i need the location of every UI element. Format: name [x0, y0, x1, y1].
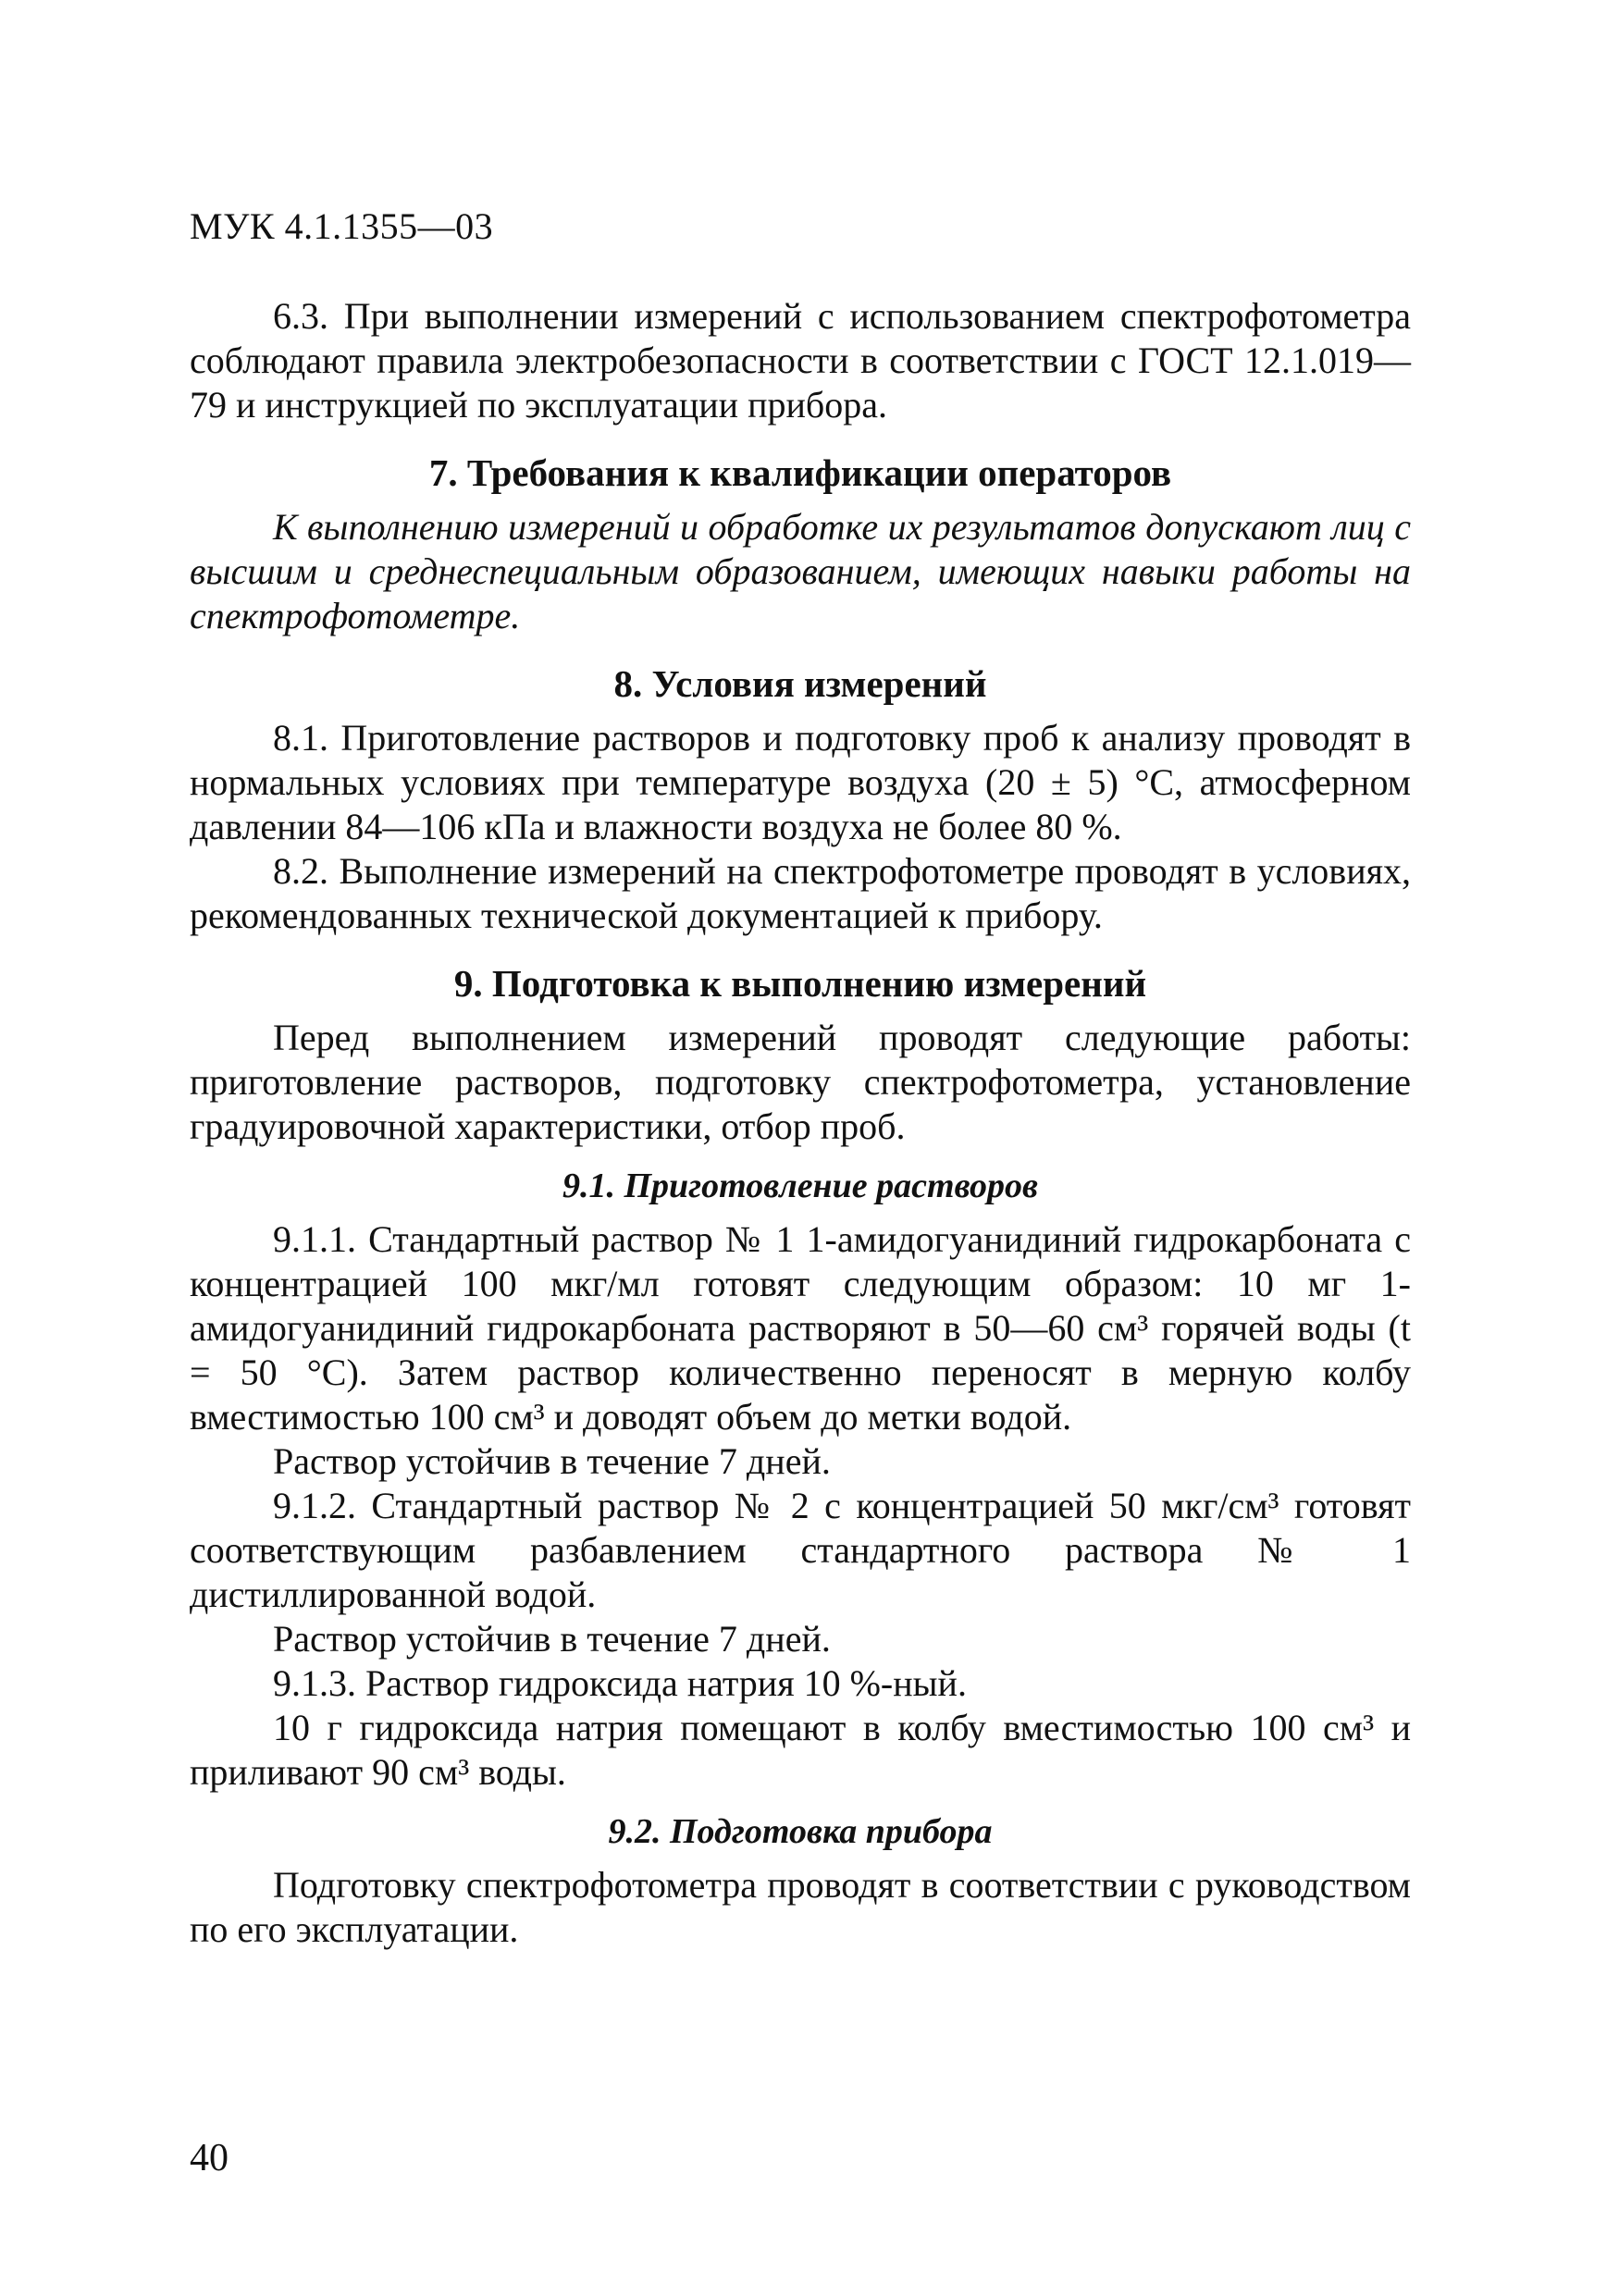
subsection-9-1-heading: 9.1. Приготовление растворов — [562, 1167, 1039, 1205]
paragraph-9-intro: Перед выполнением измерений проводят следующие работы: приготовление растворов, подготовку спектрофотометра, установление градуировочной характеристики, отбор проб. — [190, 1017, 1411, 1147]
document-code-header: МУК 4.1.1355—03 — [190, 205, 494, 247]
paragraph-9-1-2: 9.1.2. Стандартный раствор № 2 с концентрацией 50 мкг/см³ готовят соответствующим разбавлением стандартного раствора № 1 дистиллированной водой. — [190, 1485, 1411, 1615]
paragraph-8-1: 8.1. Приготовление растворов и подготовку проб к анализу проводят в нормальных условиях при температуре воздуха (20 ± 5) °С, атмосферном давлении 84—106 кПа и влажности воздуха не более 80 %. — [190, 717, 1411, 847]
paragraph-stability-2: Раствор устойчив в течение 7 дней. — [273, 1618, 831, 1660]
paragraph-7-operators: К выполнению измерений и обработке их результатов допускают лиц с высшим и среднеспециальным образованием, имеющих навыки работы на спектрофотометре. — [190, 506, 1411, 636]
paragraph-stability-1: Раствор устойчив в течение 7 дней. — [273, 1440, 831, 1482]
page-content — [190, 294, 1411, 1952]
section-7-heading: 7. Требования к квалификации операторов — [428, 451, 1172, 494]
paragraph-8-2: 8.2. Выполнение измерений на спектрофотометре проводят в условиях, рекомендованных технической документацией к прибору. — [190, 850, 1411, 936]
page-number: 40 — [190, 2137, 229, 2179]
paragraph-9-2: Подготовку спектрофотометра проводят в соответствии с руководством по его эксплуатации. — [190, 1864, 1411, 1950]
paragraph-9-1-1: 9.1.1. Стандартный раствор № 1 1-амидогуанидиний гидрокарбоната с концентрацией 100 мкг/мл готовят следующим образом: 10 мг 1-амидогуанидиний гидрокарбоната растворяют в 50—60 см³ горячей воды (t = 50 °С). Затем раствор количественно переносят в мерную колбу вместимостью 100 см³ и доводят объем до метки водой. — [190, 1218, 1411, 1438]
document-page — [190, 0, 1411, 2296]
section-9-heading: 9. Подготовка к выполнению измерений — [453, 962, 1147, 1005]
paragraph-6-3: 6.3. При выполнении измерений с использованием спектрофотометра соблюдают правила электробезопасности в соответствии с ГОСТ 12.1.019—79 и инструкцией по эксплуатации прибора. — [190, 295, 1411, 426]
subsection-9-2-heading: 9.2. Подготовка прибора — [608, 1812, 993, 1851]
paragraph-9-1-3: 9.1.3. Раствор гидроксида натрия 10 %-ный. — [273, 1662, 967, 1704]
section-8-heading: 8. Условия измерений — [613, 662, 987, 705]
paragraph-naoh-preparation: 10 г гидроксида натрия помещают в колбу вместимостью 100 см³ и приливают 90 см³ воды. — [190, 1707, 1411, 1793]
